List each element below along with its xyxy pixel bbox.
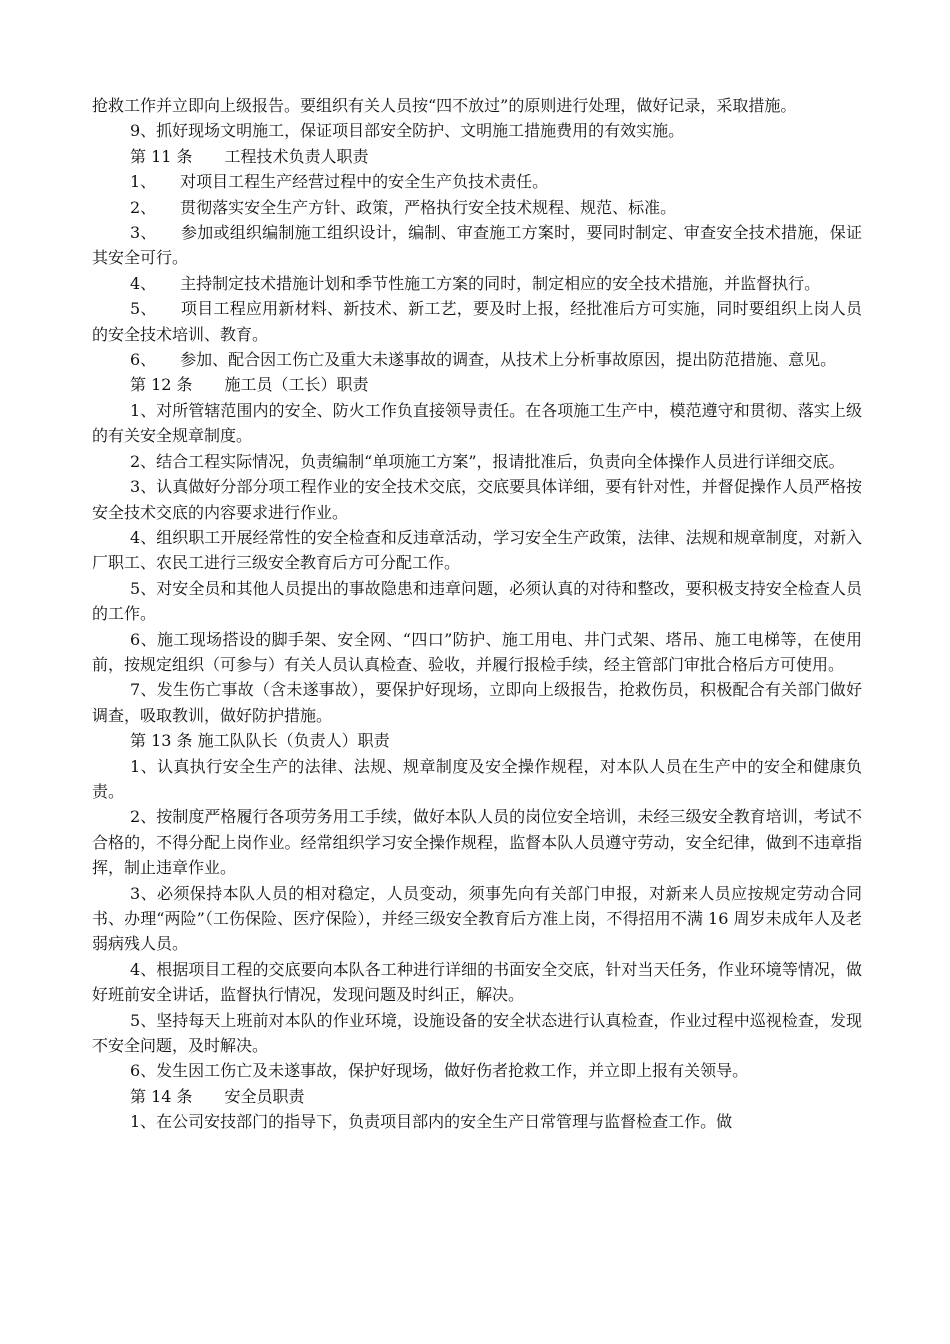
paragraph-11-item-2: 2、 贯彻落实安全生产方针、政策，严格执行安全技术规程、规范、标准。 xyxy=(130,197,677,217)
section-heading-12: 第 12 条 施工员（工长）职责 xyxy=(130,375,369,395)
paragraph-13-item-5: 5、坚持每天上班前对本队的作业环境，设施设备的安全状态进行认真检查，作业过程中巡视检查，发现不安全问题，及时解决。 xyxy=(92,1010,862,1056)
paragraph-continuation: 抢救工作并立即向上级报告。要组织有关人员按“四不放过”的原则进行处理，做好记录，采取措施。 xyxy=(92,96,797,115)
section-heading-13: 第 13 条 施工队队长（负责人）职责 xyxy=(130,731,390,751)
paragraph-12-item-6: 6、施工现场搭设的脚手架、安全网、“四口”防护、施工用电、井门式架、塔吊、施工电梯等，在使用前，按规定组织（可参与）有关人员认真检查、验收，并履行报检手续，经主管部门审批合格后方可使用。 xyxy=(92,629,862,674)
paragraph-12-item-4: 4、组织职工开展经常性的安全检查和反违章活动，学习安全生产政策，法律、法规和规章制度，对新入厂职工、农民工进行三级安全教育后方可分配工作。 xyxy=(92,527,862,573)
paragraph-11-item-5: 5、 项目工程应用新材料、新技术、新工艺，要及时上报，经批准后方可实施，同时要组织上岗人员的安全技术培训、教育。 xyxy=(92,299,862,344)
paragraph-11-item-6: 6、 参加、配合因工伤亡及重大未遂事故的调查，从技术上分析事故原因，提出防范措施、意见。 xyxy=(130,350,837,370)
paragraph-11-item-3: 3、 参加或组织编制施工组织设计，编制、审查施工方案时，要同时制定、审查安全技术措施，保证其安全可行。 xyxy=(92,223,862,268)
paragraph-11-item-1: 1、 对项目工程生产经营过程中的安全生产负技术责任。 xyxy=(130,172,549,192)
paragraph-12-item-5: 5、对安全员和其他人员提出的事故隐患和违章问题，必须认真的对待和整改，要积极支持安全检查人员的工作。 xyxy=(92,578,862,624)
paragraph-13-item-6: 6、发生因工伤亡及未遂事故，保护好现场，做好伤者抢救工作，并立即上报有关领导。 xyxy=(130,1061,749,1081)
document-body xyxy=(92,93,862,1135)
paragraph-item-9: 9、抓好现场文明施工，保证项目部安全防护、文明施工措施费用的有效实施。 xyxy=(130,121,685,141)
paragraph-12-item-2: 2、结合工程实际情况，负责编制“单项施工方案”，报请批准后，负责向全体操作人员进行详细交底。 xyxy=(130,451,845,471)
section-heading-14: 第 14 条 安全员职责 xyxy=(130,1086,305,1106)
paragraph-12-item-3: 3、认真做好分部分项工程作业的安全技术交底，交底要具体详细，要有针对性，并督促操作人员严格按安全技术交底的内容要求进行作业。 xyxy=(92,477,862,522)
paragraph-13-item-4: 4、根据项目工程的交底要向本队各工种进行详细的书面安全交底，针对当天任务，作业环境等情况，做好班前安全讲话，监督执行情况，发现问题及时纠正，解决。 xyxy=(92,959,862,1005)
paragraph-13-item-2: 2、按制度严格履行各项劳务用工手续，做好本队人员的岗位安全培训，未经三级安全教育培训，考试不合格的，不得分配上岗作业。经常组织学习安全操作规程，监督本队人员遵守劳动，安全纪律，做到不违章指挥，制止违章作业。 xyxy=(92,807,862,878)
paragraph-12-item-7: 7、发生伤亡事故（含未遂事故），要保护好现场，立即向上级报告，抢救伤员，积极配合有关部门做好调查，吸取教训，做好防护措施。 xyxy=(92,680,862,725)
paragraph-13-item-1: 1、认真执行安全生产的法律、法规、规章制度及安全操作规程，对本队人员在生产中的安全和健康负责。 xyxy=(92,756,862,801)
section-heading-11: 第 11 条 工程技术负责人职责 xyxy=(130,146,369,166)
paragraph-13-item-3: 3、必须保持本队人员的相对稳定，人员变动，须事先向有关部门申报，对新来人员应按规定劳动合同书、办理“两险”（工伤保险、医疗保险），并经三级安全教育后方准上岗，不得招用不满 16 周岁未成年人及老弱病残人员。 xyxy=(92,883,862,954)
paragraph-14-item-1: 1、在公司安技部门的指导下，负责项目部内的安全生产日常管理与监督检查工作。做 xyxy=(130,1112,733,1132)
paragraph-12-item-1: 1、对所管辖范围内的安全、防火工作负直接领导责任。在各项施工生产中，模范遵守和贯彻、落实上级的有关安全规章制度。 xyxy=(92,400,862,446)
paragraph-11-item-4: 4、 主持制定技术措施计划和季节性施工方案的同时，制定相应的安全技术措施，并监督执行。 xyxy=(130,273,821,293)
